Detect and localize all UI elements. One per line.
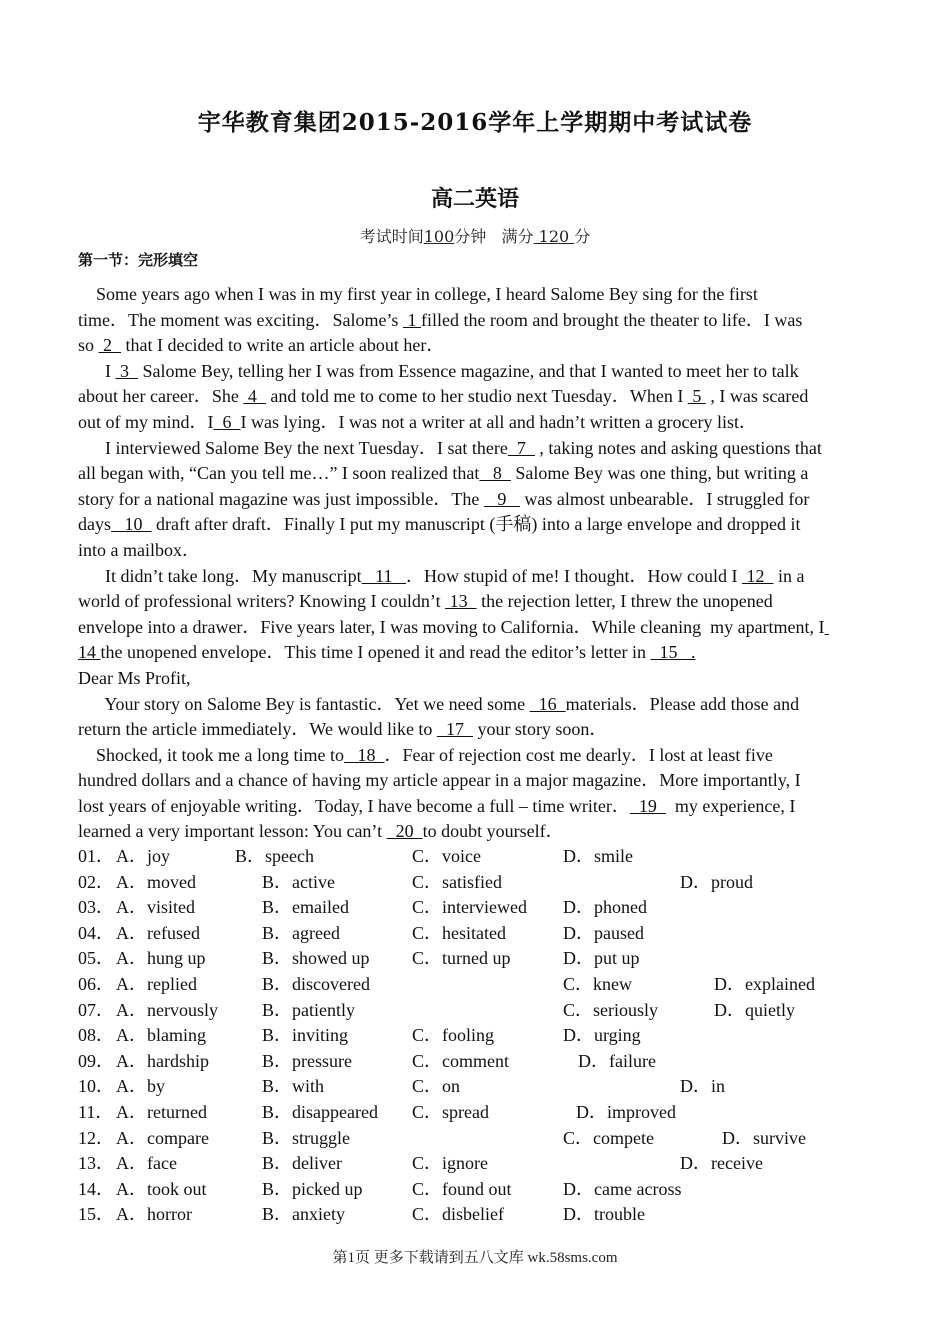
option-row — [78, 998, 878, 1024]
passage-text: was almost unbearable．I struggled for — [519, 488, 810, 509]
passage-text: to doubt yourself． — [422, 821, 564, 842]
passage-text: and told me to come to her studio next Tuesday．When I — [265, 386, 688, 407]
passage-line — [78, 743, 874, 769]
blank-slot: 2 — [98, 335, 122, 356]
passage-text: I — [78, 360, 116, 381]
blank-slot: 18 — [343, 744, 385, 765]
option-d: D．survive — [722, 1127, 806, 1148]
passage-text: about her career．She — [78, 386, 244, 407]
option-c: C．disbelief — [412, 1204, 504, 1225]
passage-text: ．How stupid of me! I thought．How could I — [405, 565, 742, 586]
option-row — [78, 1049, 878, 1075]
passage-line — [78, 436, 874, 462]
passage-text: filled the room and brought the theater to life．I was — [420, 309, 803, 330]
option-b: B．showed up — [262, 948, 370, 969]
passage-line — [78, 794, 874, 820]
option-c: C．fooling — [412, 1025, 495, 1046]
option-d: D．phoned — [563, 897, 647, 918]
passage-line — [78, 410, 874, 436]
option-row — [78, 844, 878, 870]
option-b: B．inviting — [262, 1025, 349, 1046]
blank-slot: 10 — [111, 514, 152, 535]
passage-text: in a — [773, 565, 805, 586]
answer-options — [78, 844, 878, 1228]
option-row — [78, 1151, 878, 1177]
passage-line — [78, 282, 874, 308]
option-d: D．improved — [576, 1101, 676, 1122]
blank-slot: 11 — [361, 565, 406, 586]
blank-slot: 6 — [213, 411, 241, 432]
option-a: A．returned — [116, 1101, 207, 1122]
passage-text: world of professional writers? Knowing I couldn’t — [78, 591, 446, 612]
passage-text: Salome Bey, telling her I was from Essence magazine, and that I wanted to meet her to talk — [138, 360, 799, 381]
score-value: 120 — [533, 227, 575, 246]
option-number: 03． — [78, 897, 114, 918]
passage-text: so — [78, 335, 99, 356]
option-d: D．came across — [563, 1178, 682, 1199]
passage-text: the unopened envelope．This time I opened it and read the editor’s letter in — [100, 642, 651, 663]
passage-text: hundred dollars and a chance of having my article appear in a major magazine．More importantly, I — [78, 770, 801, 791]
option-row — [78, 1074, 878, 1100]
blank-slot: 7 — [507, 437, 535, 458]
passage-line — [78, 512, 874, 538]
passage-line — [78, 768, 874, 794]
option-row — [78, 946, 878, 972]
option-c: C．interviewed — [412, 897, 527, 918]
passage-text: envelope into a drawer．Five years later, I was moving to California．While cleaning my apartment, I — [78, 616, 825, 637]
passage-line — [78, 615, 874, 641]
option-number: 08． — [78, 1025, 114, 1046]
section-title: 第一节：完形填空 — [78, 251, 199, 269]
passage-text: Some years ago when I was in my first year in college, I heard Salome Bey sing for the first — [78, 284, 758, 304]
passage-line — [78, 640, 874, 666]
option-b: B．with — [262, 1076, 325, 1097]
option-c: C．turned up — [412, 948, 511, 969]
passage-text: into a mailbox． — [78, 539, 200, 560]
passage-text: return the article immediately．We would like to — [78, 719, 437, 740]
cloze-passage — [78, 282, 874, 845]
passage-text: time．The moment was exciting．Salome’s — [78, 309, 403, 330]
option-c: C．on — [412, 1076, 461, 1097]
exam-info — [0, 224, 950, 247]
option-b: B．discovered — [262, 973, 370, 994]
option-number: 14． — [78, 1178, 114, 1199]
option-b: B．agreed — [262, 922, 340, 943]
option-row — [78, 1202, 878, 1228]
score-label: 满分 — [501, 227, 534, 246]
option-number: 02． — [78, 871, 114, 892]
score-unit: 分 — [574, 227, 591, 246]
option-d: D．quietly — [714, 999, 795, 1020]
option-d: D．put up — [563, 948, 640, 969]
blank-slot: 4 — [243, 386, 266, 407]
time-value: 100 — [423, 227, 455, 246]
option-number: 10． — [78, 1076, 114, 1097]
blank-slot: 14 — [78, 642, 101, 663]
option-number: 06． — [78, 973, 114, 994]
option-c: C．knew — [563, 973, 632, 994]
option-b: B．pressure — [262, 1050, 352, 1071]
option-row — [78, 1177, 878, 1203]
option-a: A．hung up — [116, 948, 206, 969]
option-number: 15． — [78, 1204, 114, 1225]
passage-text: my experience, I — [665, 795, 796, 816]
blank-slot: 9 — [483, 488, 520, 509]
option-b: B．deliver — [262, 1153, 342, 1174]
passage-text: out of my mind．I — [78, 411, 214, 432]
passage-text: Shocked, it took me a long time to — [78, 744, 344, 765]
option-c: C．hesitated — [412, 922, 506, 943]
option-d: D．in — [680, 1076, 725, 1097]
passage-text: , I was scared — [705, 386, 809, 407]
passage-line — [78, 538, 874, 564]
option-number: 07． — [78, 999, 114, 1020]
passage-text: , taking notes and asking questions that — [534, 437, 822, 458]
option-d: D．trouble — [563, 1204, 645, 1225]
passage-line — [78, 717, 874, 743]
option-b: B．anxiety — [262, 1204, 345, 1225]
option-b: B．speech — [235, 846, 314, 866]
blank-slot: 15 . — [650, 642, 696, 663]
option-b: B．patiently — [262, 999, 355, 1020]
option-a: A．visited — [116, 897, 195, 918]
option-a: A．joy — [116, 846, 170, 866]
option-d: D．explained — [714, 973, 815, 994]
passage-text: I was lying．I was not a writer at all and hadn’t written a grocery list． — [240, 411, 758, 432]
passage-text: lost years of enjoyable writing．Today, I have become a full – time writer． — [78, 795, 630, 816]
option-number: 13． — [78, 1153, 114, 1174]
exam-title: 宇华教育集团2015-2016学年上学期期中考试试卷 — [197, 109, 753, 136]
option-c: C．found out — [412, 1178, 512, 1199]
option-d: D．receive — [680, 1153, 763, 1174]
time-label: 考试时间 — [359, 227, 424, 246]
passage-text: your story soon． — [472, 719, 608, 740]
passage-text: ．Fear of rejection cost me dearly．I lost at least five — [384, 744, 773, 765]
passage-text: It didn’t take long．My manuscript — [78, 565, 362, 586]
passage-line — [78, 692, 874, 718]
passage-line — [78, 308, 874, 334]
passage-text: materials．Please add those and — [565, 693, 800, 714]
blank-slot: 5 — [687, 386, 706, 407]
option-c: C．voice — [412, 846, 481, 866]
option-c: C．compete — [563, 1127, 654, 1148]
option-a: A．nervously — [116, 999, 218, 1020]
time-unit: 分钟 — [454, 227, 487, 246]
blank-slot: 12 — [741, 565, 774, 586]
option-d: D．urging — [563, 1025, 641, 1046]
option-a: A．moved — [116, 871, 196, 892]
option-number: 04． — [78, 922, 114, 943]
option-b: B．active — [262, 871, 335, 892]
option-row — [78, 1126, 878, 1152]
option-a: A．by — [116, 1076, 165, 1097]
passage-line — [78, 666, 874, 692]
option-b: B．emailed — [262, 897, 349, 918]
passage-line — [78, 487, 874, 513]
option-a: A．hardship — [116, 1050, 209, 1071]
blank-slot — [825, 617, 830, 637]
option-row — [78, 921, 878, 947]
blank-slot: 16 — [529, 693, 566, 714]
option-row — [78, 972, 878, 998]
option-number: 11． — [78, 1101, 114, 1122]
blank-slot: 8 — [479, 463, 511, 484]
option-d: D．paused — [563, 922, 644, 943]
option-a: A．refused — [116, 922, 200, 943]
passage-line — [78, 564, 874, 590]
blank-slot: 20 — [386, 821, 423, 842]
blank-slot: 3 — [115, 360, 138, 381]
passage-line — [78, 819, 874, 845]
passage-text: Your story on Salome Bey is fantastic．Yet we need some — [78, 693, 530, 714]
option-number: 01． — [78, 846, 114, 866]
option-row — [78, 870, 878, 896]
option-c: C．ignore — [412, 1153, 488, 1174]
passage-line — [78, 461, 874, 487]
option-d: D．failure — [578, 1050, 656, 1071]
option-number: 05． — [78, 948, 114, 969]
option-number: 09． — [78, 1050, 114, 1071]
option-a: A．face — [116, 1153, 177, 1174]
option-a: A．replied — [116, 973, 197, 994]
passage-text: days — [78, 514, 111, 535]
option-c: C．seriously — [563, 999, 659, 1020]
passage-text: I interviewed Salome Bey the next Tuesday．I sat there — [78, 437, 508, 458]
passage-text: Dear Ms Profit, — [78, 667, 191, 688]
option-a: A．horror — [116, 1204, 192, 1225]
blank-slot: 13 — [445, 591, 477, 612]
option-c: C．spread — [412, 1101, 489, 1122]
passage-line — [78, 384, 874, 410]
option-c: C．satisfied — [412, 871, 502, 892]
page-footer: 第1页 更多下载请到五八文库 wk.58sms.com — [332, 1250, 618, 1266]
blank-slot: 19 — [629, 795, 666, 816]
option-row — [78, 1100, 878, 1126]
option-row — [78, 1023, 878, 1049]
passage-line — [78, 589, 874, 615]
option-number: 12． — [78, 1127, 114, 1148]
passage-text: all began with, “Can you tell me…” I soon realized that — [78, 463, 480, 484]
option-b: B．disappeared — [262, 1101, 378, 1122]
option-a: A．took out — [116, 1178, 207, 1199]
option-a: A．compare — [116, 1127, 209, 1148]
passage-text: Salome Bey was one thing, but writing a — [510, 463, 809, 484]
passage-line — [78, 333, 874, 359]
passage-text: the rejection letter, I threw the unopened — [476, 591, 773, 612]
blank-slot: 1 — [402, 309, 421, 330]
passage-line — [78, 359, 874, 385]
passage-text: learned a very important lesson: You can’t — [78, 821, 387, 842]
blank-slot: 17 — [436, 719, 473, 740]
passage-text: that I decided to write an article about her． — [121, 335, 445, 356]
option-b: B．picked up — [262, 1178, 363, 1199]
option-c: C．comment — [412, 1050, 509, 1071]
passage-text: draft after draft．Finally I put my manuscript (手稿) into a large envelope and dropped it — [151, 514, 801, 535]
subject-title: 高二英语 — [430, 186, 519, 212]
passage-text: story for a national magazine was just impossible．The — [78, 488, 484, 509]
option-b: B．struggle — [262, 1127, 350, 1148]
option-d: D．smile — [563, 846, 633, 866]
option-row — [78, 895, 878, 921]
option-a: A．blaming — [116, 1025, 206, 1046]
option-d: D．proud — [680, 871, 753, 892]
